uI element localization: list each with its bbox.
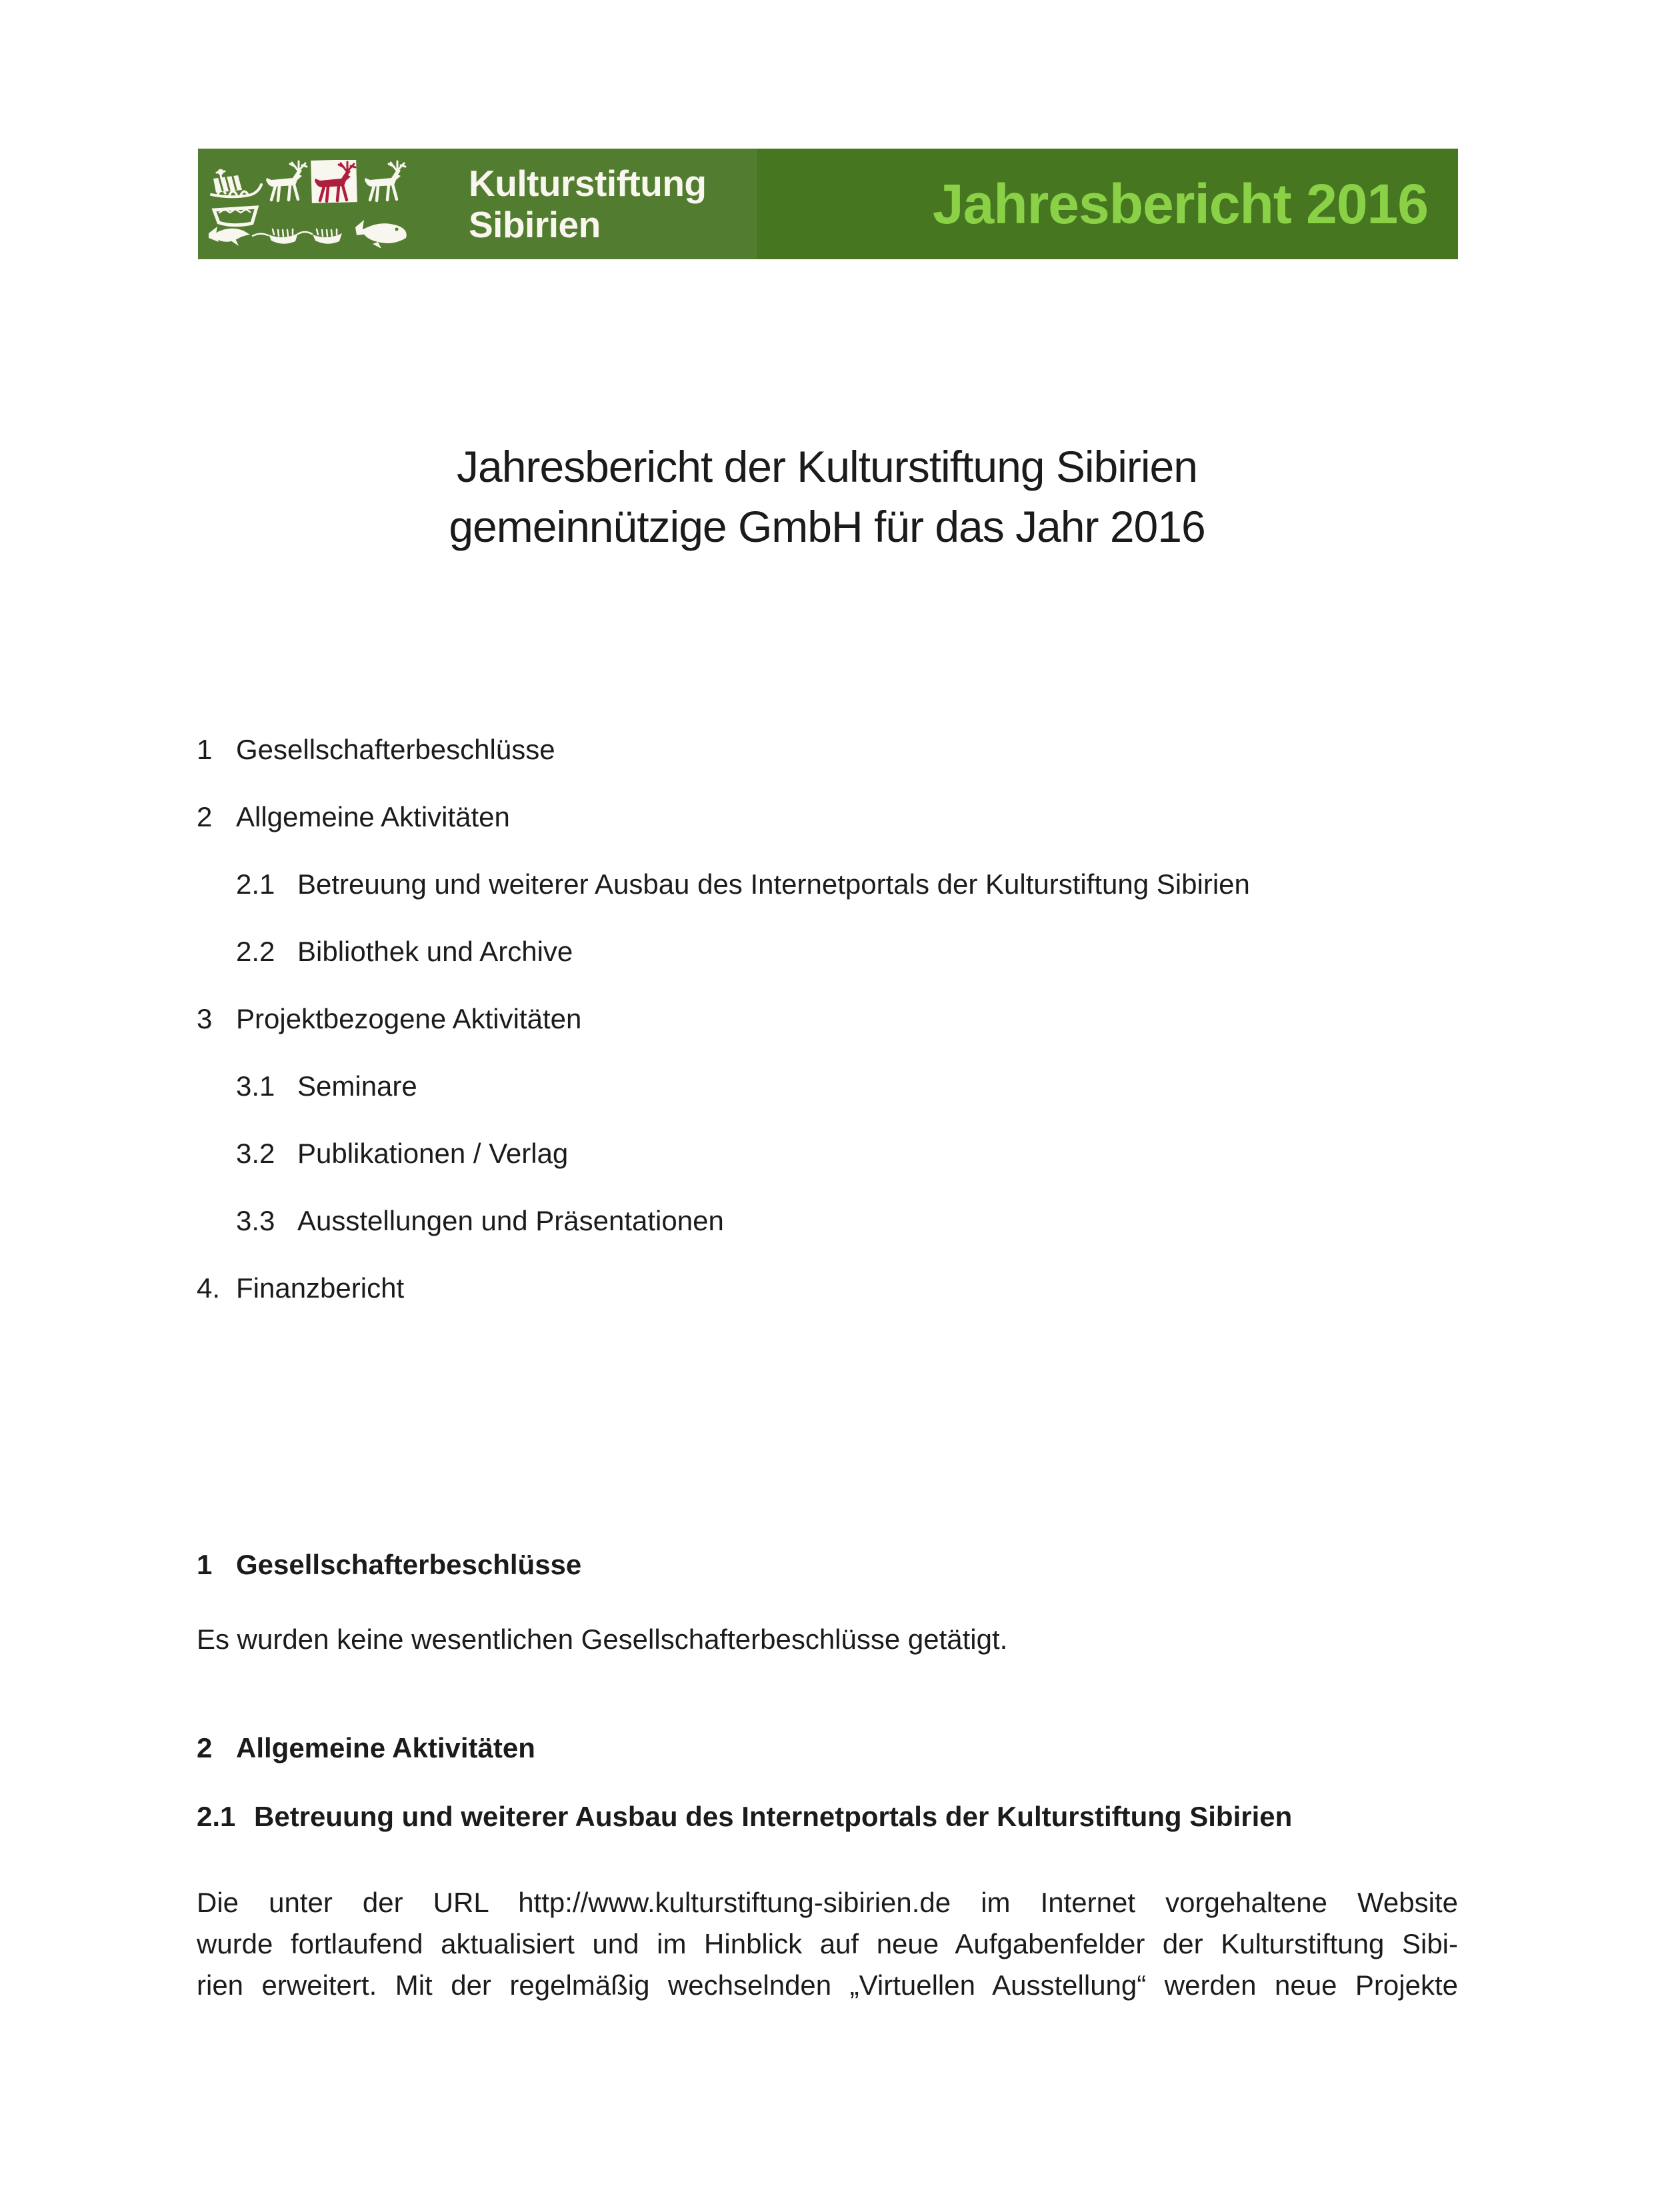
banner-logo-section bbox=[198, 149, 757, 259]
reindeer-icon bbox=[365, 161, 405, 201]
org-name-line2: Sibirien bbox=[469, 204, 601, 245]
paragraph-line: Die unter der URL http://www.kulturstiftung-sibirien.de im Internet vorgehaltene Website bbox=[197, 1887, 1458, 1918]
toc-item-number: 3.2 bbox=[236, 1138, 275, 1169]
org-name-line1: Kulturstiftung bbox=[469, 163, 707, 204]
toc-item-3-3 bbox=[197, 1206, 1458, 1235]
org-name bbox=[469, 163, 707, 245]
section-title: Betreuung und weiterer Ausbau des Internetportals der Kulturstiftung Sibirien bbox=[254, 1801, 1293, 1832]
crew-boat-icon bbox=[313, 229, 342, 244]
page-title bbox=[0, 437, 1654, 556]
toc-item-3-2 bbox=[197, 1139, 1458, 1168]
toc-item-4 bbox=[197, 1274, 1458, 1302]
fish-icon bbox=[209, 227, 250, 246]
section-heading-2-1 bbox=[197, 1802, 1458, 1831]
header-banner bbox=[198, 149, 1458, 259]
reindeer-icon bbox=[266, 161, 307, 201]
report-title: Jahresbericht 2016 bbox=[932, 172, 1428, 235]
section-heading-2 bbox=[197, 1733, 1458, 1763]
toc-item-2-2 bbox=[197, 937, 1458, 966]
toc-item-number: 4. bbox=[197, 1272, 221, 1304]
trough-boat-icon bbox=[214, 207, 257, 225]
section-title: Gesellschafterbeschlüsse bbox=[236, 1549, 582, 1580]
red-reindeer-icon bbox=[311, 160, 357, 203]
petroglyph-logo-icon bbox=[207, 160, 407, 248]
sled-icon bbox=[211, 169, 261, 197]
tow-line-icon bbox=[253, 234, 268, 236]
section-number: 2.1 bbox=[197, 1801, 236, 1832]
toc-item-label: Betreuung und weiterer Ausbau des Internetportals der Kulturstiftung Sibirien bbox=[297, 868, 1250, 900]
toc-item-label: Publikationen / Verlag bbox=[297, 1138, 569, 1169]
section-title: Allgemeine Aktivitäten bbox=[236, 1732, 535, 1763]
tow-line-icon bbox=[298, 232, 312, 234]
toc-item-label: Projektbezogene Aktivitäten bbox=[236, 1003, 582, 1034]
body-paragraph bbox=[197, 1882, 1458, 2006]
page-title-line2: gemeinnützige GmbH für das Jahr 2016 bbox=[449, 502, 1205, 551]
toc-item-label: Bibliothek und Archive bbox=[297, 936, 573, 967]
paragraph-line: rien erweitert. Mit der regelmäßig wechselnden „Virtuellen Ausstellung“ werden neue Projekte bbox=[197, 1969, 1458, 2001]
banner-title-section bbox=[757, 149, 1458, 259]
crew-boat-icon bbox=[269, 229, 298, 244]
toc-item-number: 3.1 bbox=[236, 1070, 275, 1102]
toc-item-label: Ausstellungen und Präsentationen bbox=[297, 1205, 724, 1236]
section-1-body: Es wurden keine wesentlichen Gesellschafterbeschlüsse getätigt. bbox=[197, 1624, 1008, 1655]
toc-item-label: Finanzbericht bbox=[236, 1272, 405, 1304]
toc-item-number: 2.1 bbox=[236, 868, 275, 900]
page-title-line1: Jahresbericht der Kulturstiftung Sibirien bbox=[457, 442, 1197, 491]
section-heading-1 bbox=[197, 1550, 1458, 1580]
toc-item-label: Seminare bbox=[297, 1070, 417, 1102]
whale-icon bbox=[355, 220, 407, 248]
toc-item-label: Allgemeine Aktivitäten bbox=[236, 801, 510, 832]
toc-item-3-1 bbox=[197, 1072, 1458, 1100]
toc-item-2-1 bbox=[197, 870, 1458, 898]
toc-item-number: 2.2 bbox=[236, 936, 275, 967]
toc-item-number: 1 bbox=[197, 734, 213, 765]
toc-item-label: Gesellschafterbeschlüsse bbox=[236, 734, 555, 765]
toc-item-number: 3.3 bbox=[236, 1205, 275, 1236]
toc-item-number: 3 bbox=[197, 1003, 213, 1034]
toc-item-2 bbox=[197, 802, 1458, 831]
toc-item-number: 2 bbox=[197, 801, 213, 832]
toc-item-1 bbox=[197, 735, 1458, 764]
paragraph-line: wurde fortlaufend aktualisiert und im Hinblick auf neue Aufgabenfelder der Kulturstiftung Sibi- bbox=[197, 1928, 1458, 1959]
toc-item-3 bbox=[197, 1004, 1458, 1033]
table-of-contents bbox=[197, 735, 1458, 1341]
section-number: 1 bbox=[197, 1549, 213, 1580]
section-number: 2 bbox=[197, 1732, 213, 1763]
